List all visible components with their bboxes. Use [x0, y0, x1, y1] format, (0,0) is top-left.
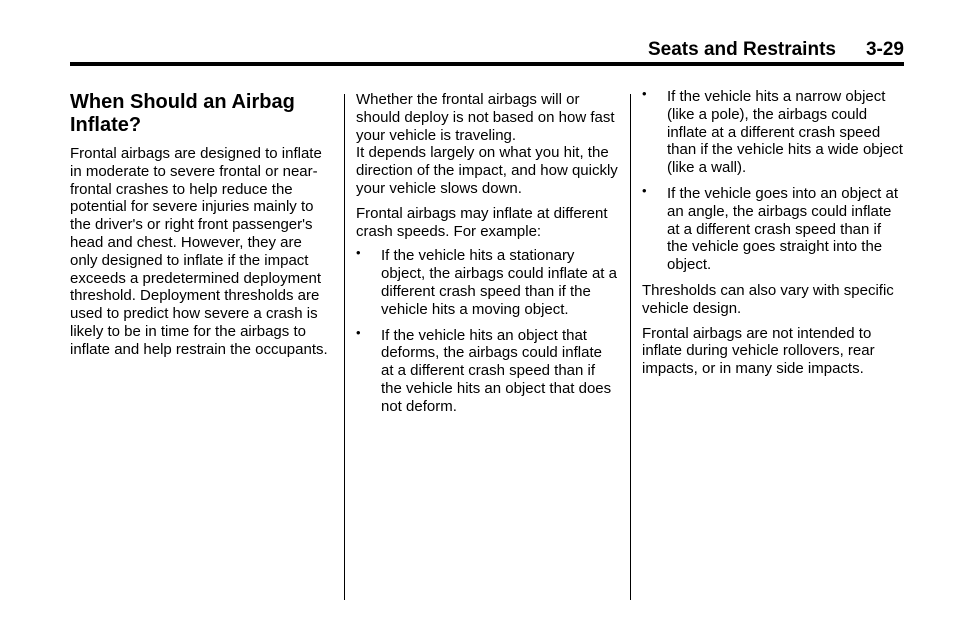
page-header — [70, 38, 904, 62]
paragraph: Thresholds can also vary with specific vehicle design. — [642, 281, 894, 317]
column-1 — [70, 88, 332, 366]
paragraph: Frontal airbags may inflate at different crash speeds. For example: — [356, 204, 608, 240]
bullet-icon: • — [356, 324, 361, 340]
section-heading: When Should an Airbag Inflate? — [70, 91, 295, 136]
bullet-list — [356, 247, 618, 415]
bullet-icon: • — [356, 245, 361, 261]
paragraph: Frontal airbags are designed to inflate in moderate to severe frontal or near-frontal crashes to help reduce the potential for severe injuries mainly to the driver's or right front passenger's head and chest. However, they are only designed to inflate if the impact exceeds a predetermined deployment threshold. Deployment thresholds are used to predict how severe a crash is likely to be in time for the airbags to inflate and help restrain the occupants. — [70, 145, 328, 358]
section-title: Seats and Restraints — [648, 39, 836, 60]
list-item — [356, 247, 618, 318]
list-item — [642, 182, 904, 274]
column-3 — [642, 88, 904, 385]
page-number: 3-29 — [865, 39, 904, 60]
list-item-text: If the vehicle hits a narrow object (like a pole), the airbags could inflate at a different crash speed than if the vehicle hits a wide object (like a wall). — [667, 88, 903, 177]
column-divider — [344, 94, 345, 600]
paragraph: It depends largely on what you hit, the direction of the impact, and how quickly your vehicle slows down. — [356, 144, 618, 197]
paragraph: Whether the frontal airbags will or should deploy is not based on how fast your vehicle is traveling. — [356, 91, 615, 144]
bullet-list — [642, 88, 904, 274]
list-item — [642, 88, 904, 177]
list-item-text: If the vehicle hits an object that deforms, the airbags could inflate at a different crash speed than if the vehicle hits an object that does not deform. — [381, 326, 612, 415]
column-2 — [356, 91, 618, 424]
list-item-text: If the vehicle goes into an object at an angle, the airbags could inflate at a different crash speed than if the vehicle goes straight into the object. — [667, 184, 898, 274]
paragraph: Frontal airbags are not intended to inflate during vehicle rollovers, rear impacts, or in many side impacts. — [642, 324, 875, 378]
bullet-icon: • — [642, 86, 647, 101]
column-divider — [630, 94, 631, 600]
bullet-icon: • — [642, 182, 647, 198]
list-item — [356, 324, 618, 416]
header-rule — [70, 62, 904, 66]
list-item-text: If the vehicle hits a stationary object, the airbags could inflate at a different crash speed than if the vehicle hits a moving object. — [381, 247, 617, 318]
